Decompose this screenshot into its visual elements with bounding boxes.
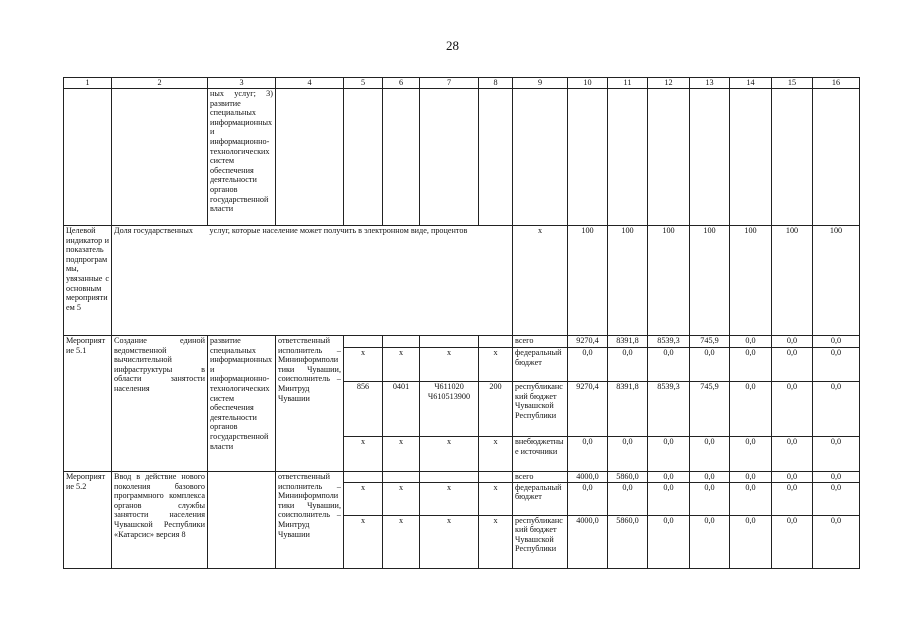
code-cell: x: [383, 437, 420, 472]
activity-goal: развитие специальных информационных и информационно-технологических систем обеспечения деятельности органов государственной власти: [208, 336, 276, 472]
value-cell: 0,0: [690, 515, 730, 568]
activity-name: Мероприятие 5.2: [64, 472, 112, 569]
goal-cell: ных услуг; 3) развитие специальных информационных и информационно-технологических систем обеспечения деятельности органов государственной власти: [208, 89, 276, 226]
value-cell: 5860,0: [608, 472, 648, 483]
code-cell: [420, 472, 479, 483]
value-cell: 0,0: [648, 437, 690, 472]
funding-source: всего: [513, 472, 568, 483]
col-num: 6: [383, 78, 420, 89]
indicator-row: [64, 226, 860, 336]
code-cell: x: [344, 482, 383, 515]
value-cell: 0,0: [730, 348, 772, 382]
code-cell: x: [420, 437, 479, 472]
table-row: [64, 472, 860, 483]
value-cell: 0,0: [568, 437, 608, 472]
col-num: 5: [344, 78, 383, 89]
value-cell: 0,0: [730, 515, 772, 568]
value-cell: 0,0: [813, 348, 860, 382]
value-cell: 0,0: [772, 348, 813, 382]
value-cell: 0,0: [690, 482, 730, 515]
value-cell: 0,0: [730, 482, 772, 515]
indicator-value: 100: [690, 226, 730, 336]
code-cell: x: [420, 482, 479, 515]
code-cell: x: [344, 348, 383, 382]
value-cell: 0,0: [690, 472, 730, 483]
code-cell: [420, 336, 479, 348]
value-cell: 0,0: [730, 336, 772, 348]
value-cell: 0,0: [648, 515, 690, 568]
value-cell: 0,0: [813, 472, 860, 483]
value-cell: 0,0: [772, 437, 813, 472]
value-cell: 0,0: [813, 482, 860, 515]
value-cell: 0,0: [813, 437, 860, 472]
value-cell: 4000,0: [568, 515, 608, 568]
code-cell: x: [383, 482, 420, 515]
activity-name: Мероприятие 5.1: [64, 336, 112, 472]
value-cell: 0,0: [813, 336, 860, 348]
value-cell: 9270,4: [568, 336, 608, 348]
code-cell: x: [479, 348, 513, 382]
col-num: 12: [648, 78, 690, 89]
value-cell: 0,0: [568, 482, 608, 515]
indicator-value: 100: [813, 226, 860, 336]
code-cell: [383, 336, 420, 348]
code-cell: x: [479, 437, 513, 472]
activity-desc: Ввод в действие нового поколения базового программного комплекса органов службы занятости населения Чувашской Республики «Катарсис» версия 8: [112, 472, 208, 569]
value-cell: 745,9: [690, 336, 730, 348]
col-num: 9: [513, 78, 568, 89]
code-cell: 0401: [383, 382, 420, 437]
value-cell: 0,0: [690, 437, 730, 472]
funding-source: всего: [513, 336, 568, 348]
col-num: 10: [568, 78, 608, 89]
code-cell: Ч611020 Ч610513900: [420, 382, 479, 437]
indicator-value: 100: [730, 226, 772, 336]
value-cell: 0,0: [772, 482, 813, 515]
col-num: 11: [608, 78, 648, 89]
code-cell: x: [420, 348, 479, 382]
indicator-label: Целевой индикатор и показатель подпрограммы, увязанные с основным мероприятием 5: [64, 226, 112, 336]
code-cell: [479, 472, 513, 483]
funding-source: федеральный бюджет: [513, 348, 568, 382]
value-cell: 0,0: [730, 472, 772, 483]
value-cell: 9270,4: [568, 382, 608, 437]
col-num: 2: [112, 78, 208, 89]
value-cell: 0,0: [648, 472, 690, 483]
funding-source: республиканский бюджет Чувашской Республики: [513, 382, 568, 437]
indicator-value: 100: [772, 226, 813, 336]
code-cell: x: [479, 515, 513, 568]
value-cell: 0,0: [730, 437, 772, 472]
value-cell: 745,9: [690, 382, 730, 437]
funding-source: республиканский бюджет Чувашской Республики: [513, 515, 568, 568]
code-cell: x: [344, 437, 383, 472]
funding-source: внебюджетные источники: [513, 437, 568, 472]
code-cell: 856: [344, 382, 383, 437]
value-cell: 8539,3: [648, 336, 690, 348]
value-cell: 8539,3: [648, 382, 690, 437]
value-cell: 0,0: [648, 482, 690, 515]
value-cell: 0,0: [690, 348, 730, 382]
col-num: 7: [420, 78, 479, 89]
value-cell: 0,0: [568, 348, 608, 382]
value-cell: 0,0: [813, 382, 860, 437]
value-cell: 0,0: [608, 348, 648, 382]
col-num: 16: [813, 78, 860, 89]
value-cell: 0,0: [608, 437, 648, 472]
col-num: 3: [208, 78, 276, 89]
value-cell: 0,0: [772, 336, 813, 348]
col-num: 13: [690, 78, 730, 89]
col-num: 4: [276, 78, 344, 89]
value-cell: 5860,0: [608, 515, 648, 568]
col-num: 8: [479, 78, 513, 89]
code-cell: [344, 336, 383, 348]
activity-desc: Создание единой ведомственной вычислительной инфраструктуры в области занятости населения: [112, 336, 208, 472]
value-cell: 8391,8: [608, 336, 648, 348]
indicator-text-a: Доля государственных: [112, 226, 208, 336]
indicator-value: 100: [608, 226, 648, 336]
table-row: [64, 336, 860, 348]
value-cell: 0,0: [772, 472, 813, 483]
col-num: 15: [772, 78, 813, 89]
value-cell: 0,0: [772, 382, 813, 437]
value-cell: 0,0: [772, 515, 813, 568]
value-cell: 0,0: [608, 482, 648, 515]
value-cell: 0,0: [730, 382, 772, 437]
code-cell: [479, 336, 513, 348]
activity-responsible: ответственный исполнитель – Мининформполитики Чувашии, соисполнитель – Минтруд Чувашии: [276, 336, 344, 472]
indicator-value: 100: [648, 226, 690, 336]
page-number: 28: [446, 38, 459, 53]
code-cell: 200: [479, 382, 513, 437]
activity-goal: [208, 472, 276, 569]
funding-source: федеральный бюджет: [513, 482, 568, 515]
value-cell: 8391,8: [608, 382, 648, 437]
code-cell: [344, 472, 383, 483]
value-cell: 4000,0: [568, 472, 608, 483]
code-cell: [383, 472, 420, 483]
code-cell: x: [383, 348, 420, 382]
col-num: 14: [730, 78, 772, 89]
header-row: [64, 78, 860, 89]
code-cell: x: [479, 482, 513, 515]
col-num: 1: [64, 78, 112, 89]
value-cell: 0,0: [813, 515, 860, 568]
indicator-text-b: услуг, которые население может получить в электронном виде, процентов: [208, 226, 513, 336]
code-cell: x: [383, 515, 420, 568]
activity-responsible: ответственный исполнитель – Мининформполитики Чувашии, соисполнитель – Минтруд Чувашии: [276, 472, 344, 569]
code-cell: x: [344, 515, 383, 568]
continuation-row: [64, 89, 860, 226]
code-cell: x: [420, 515, 479, 568]
indicator-x: x: [513, 226, 568, 336]
indicator-value: 100: [568, 226, 608, 336]
program-table: [63, 77, 860, 569]
value-cell: 0,0: [648, 348, 690, 382]
